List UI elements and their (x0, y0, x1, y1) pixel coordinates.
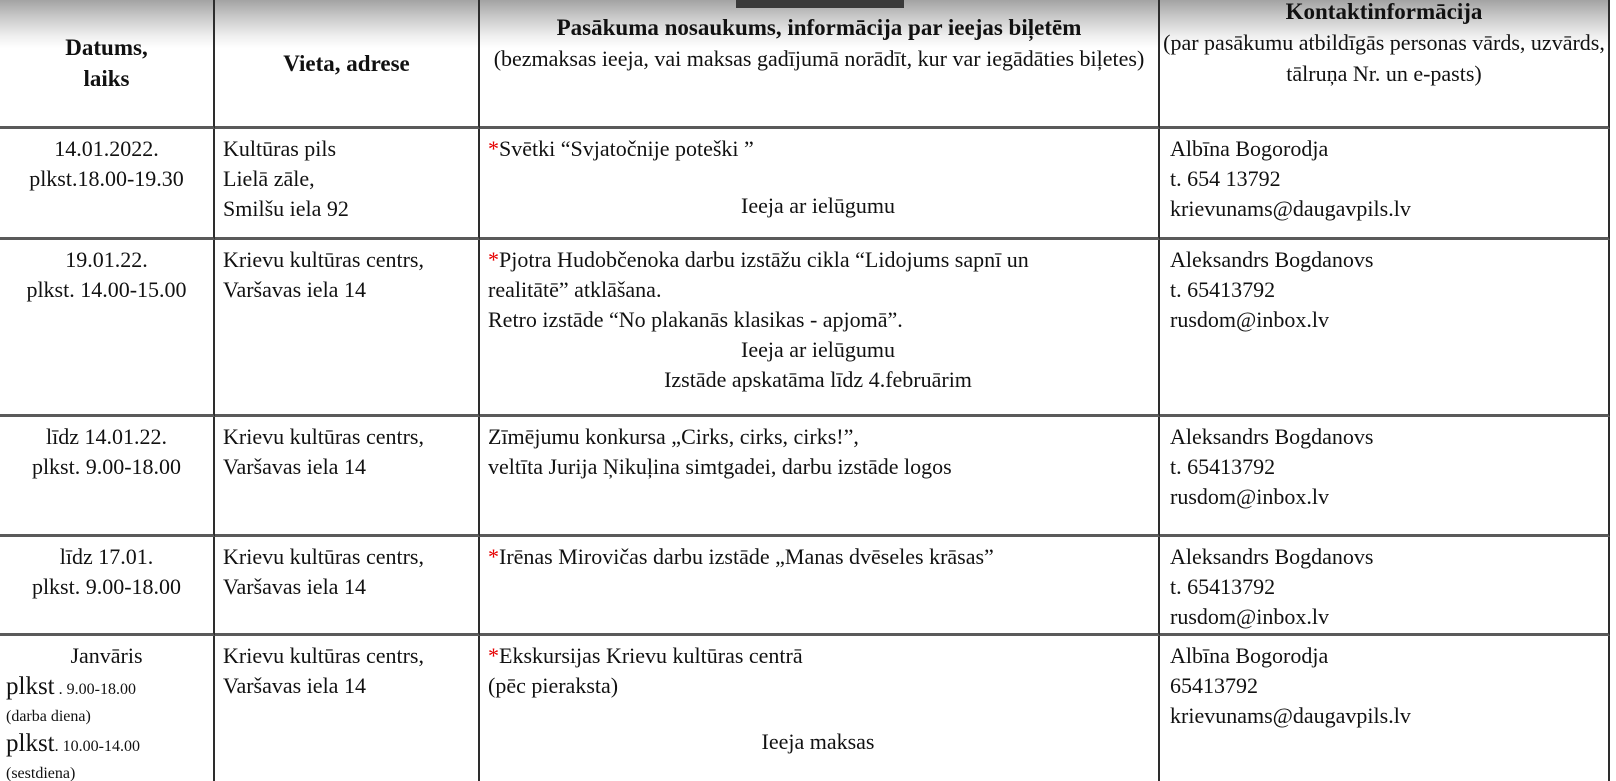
venue-line: Varšavas iela 14 (223, 574, 366, 599)
contact-cell (1160, 240, 1610, 417)
event-title (488, 245, 1148, 275)
event-admission-note: Ieeja maksas (761, 729, 875, 754)
header-cell-datums (0, 0, 215, 129)
event-admission-note: Ieeja ar ielūgumu (741, 193, 895, 218)
venue-line: Krievu kultūras centrs, (223, 643, 424, 668)
weekday-note: (darba diena) (6, 708, 91, 725)
event-admission-note: Ieeja ar ielūgumu (741, 337, 895, 362)
venue-line: Varšavas iela 14 (223, 673, 366, 698)
date-cell (0, 129, 215, 240)
event-title-text: Svētki “Svjatočnije poteški ” (499, 136, 754, 161)
date-line: 14.01.2022. (54, 136, 159, 161)
time-range: . 9.00-18.00 (54, 681, 136, 698)
asterisk-marker: * (488, 544, 499, 569)
header-kontakt-block (1160, 0, 1608, 89)
date-cell (0, 240, 215, 417)
venue-cell (215, 417, 480, 537)
contact-name: Aleksandrs Bogdanovs (1170, 544, 1374, 569)
event-duration-note: Izstāde apskatāma līdz 4.februārim (664, 367, 972, 392)
time-prefix: plkst (6, 673, 55, 700)
venue-cell (215, 240, 480, 417)
contact-email: krievunams@daugavpils.lv (1170, 703, 1411, 728)
date-cell (0, 537, 215, 636)
venue-cell (215, 537, 480, 636)
venue-line: Kultūras pils (223, 136, 337, 161)
header-cell-kontakt (1160, 0, 1610, 129)
event-title (488, 542, 1148, 572)
header-datums-line1: Datums, (65, 35, 148, 60)
contact-name: Albīna Bogorodja (1170, 643, 1329, 668)
contact-email: rusdom@inbox.lv (1170, 484, 1329, 509)
date-cell (0, 417, 215, 537)
event-title-text: Ekskursijas Krievu kultūras centrā (499, 643, 803, 668)
event-title-text: Zīmējumu konkursa „Cirks, cirks, cirks!”, (488, 424, 859, 449)
contact-phone: t. 65413792 (1170, 454, 1276, 479)
event-title-line: veltīta Jurija Ņikuļina simtgadei, darbu izstāde logos (488, 454, 952, 479)
header-kontakt-title: Kontaktinformācija (1285, 0, 1483, 24)
contact-cell (1160, 129, 1610, 240)
contact-name: Albīna Bogorodja (1170, 136, 1329, 161)
cropped-toolbar-fragment (736, 0, 904, 8)
date-line: 19.01.22. (65, 247, 148, 272)
event-title-line: Retro izstāde “No plakanās klasikas - apjomā”. (488, 307, 903, 332)
event-cell (480, 129, 1160, 240)
month-label: Janvāris (70, 643, 143, 668)
date-cell (0, 636, 215, 781)
time-line: plkst. 9.00-18.00 (31, 574, 182, 599)
asterisk-marker: * (488, 643, 499, 668)
contact-cell (1160, 636, 1610, 781)
event-title-line: (pēc pieraksta) (488, 673, 619, 698)
header-pasakums-title: Pasākuma nosaukums, informācija par ieejas biļetēm (556, 15, 1082, 40)
event-title-line: realitātē” atklāšana. (488, 277, 662, 302)
contact-email: rusdom@inbox.lv (1170, 307, 1329, 332)
header-datums-block (0, 0, 213, 126)
event-title (488, 422, 1148, 452)
venue-cell (215, 129, 480, 240)
event-cell (480, 636, 1160, 781)
time-line (0, 671, 213, 705)
header-pasakums-subtitle: (bezmaksas ieeja, vai maksas gadījumā norādīt, kur var iegādāties biļetes) (493, 46, 1145, 71)
header-cell-pasakums (480, 0, 1160, 129)
contact-phone: t. 65413792 (1170, 277, 1276, 302)
contact-email: krievunams@daugavpils.lv (1170, 196, 1411, 221)
venue-line: Krievu kultūras centrs, (223, 544, 424, 569)
asterisk-marker: * (488, 136, 499, 161)
time-line: plkst. 14.00-15.00 (26, 277, 187, 302)
event-title-text: Pjotra Hudobčenoka darbu izstāžu cikla “Lidojums sapnī un (499, 247, 1029, 272)
header-vieta-label: Vieta, adrese (283, 50, 410, 76)
contact-phone: 65413792 (1170, 673, 1258, 698)
asterisk-marker: * (488, 247, 499, 272)
header-datums-line2: laiks (83, 66, 130, 91)
venue-line: Smilšu iela 92 (223, 196, 349, 221)
time-line (0, 728, 213, 762)
venue-line: Varšavas iela 14 (223, 454, 366, 479)
venue-line: Krievu kultūras centrs, (223, 247, 424, 272)
weekday-note: (sestdiena) (6, 765, 76, 781)
event-cell (480, 537, 1160, 636)
date-line: līdz 17.01. (59, 544, 154, 569)
contact-phone: t. 654 13792 (1170, 166, 1281, 191)
header-cell-vieta (215, 0, 480, 129)
event-title (488, 134, 1148, 164)
venue-line: Varšavas iela 14 (223, 277, 366, 302)
contact-name: Aleksandrs Bogdanovs (1170, 247, 1374, 272)
time-range: . 10.00-14.00 (54, 738, 140, 755)
time-line: plkst.18.00-19.30 (29, 166, 184, 191)
event-cell (480, 417, 1160, 537)
contact-email: rusdom@inbox.lv (1170, 604, 1329, 629)
event-cell (480, 240, 1160, 417)
header-vieta-block (215, 0, 478, 126)
event-title (488, 641, 1148, 671)
event-title-text: Irēnas Mirovičas darbu izstāde „Manas dvēseles krāsas” (499, 544, 994, 569)
venue-cell (215, 636, 480, 781)
date-line: līdz 14.01.22. (46, 424, 167, 449)
contact-cell (1160, 537, 1610, 636)
header-kontakt-subtitle: (par pasākumu atbildīgās personas vārds, uzvārds, tālruņa Nr. un e-pasts) (1163, 30, 1605, 86)
time-prefix: plkst (6, 730, 55, 757)
contact-phone: t. 65413792 (1170, 574, 1276, 599)
contact-cell (1160, 417, 1610, 537)
venue-line: Krievu kultūras centrs, (223, 424, 424, 449)
contact-name: Aleksandrs Bogdanovs (1170, 424, 1374, 449)
venue-line: Lielā zāle, (223, 166, 315, 191)
time-line: plkst. 9.00-18.00 (31, 454, 182, 479)
